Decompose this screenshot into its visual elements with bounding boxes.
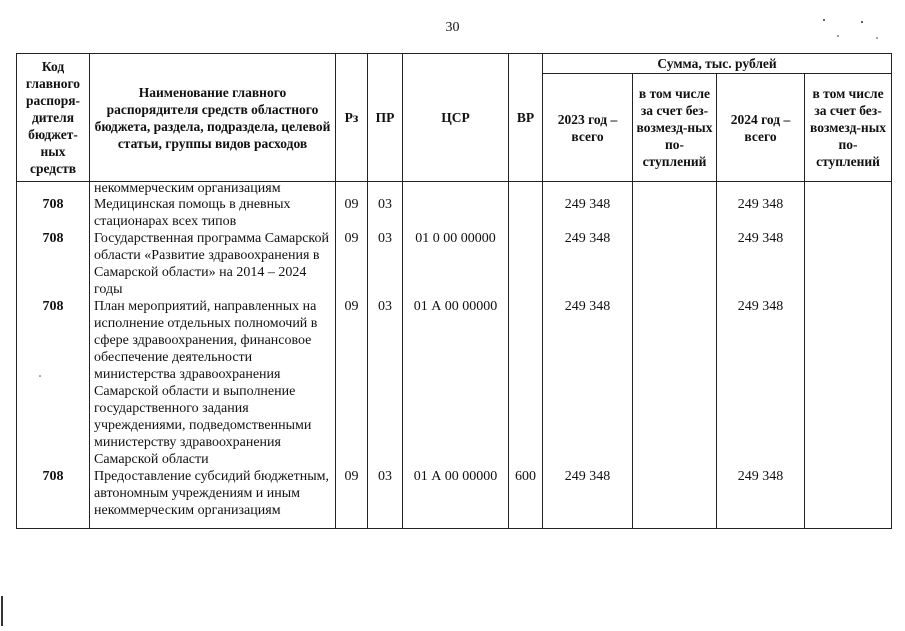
cell-2024-free xyxy=(805,196,892,230)
header-2024-total: 2024 год – всего xyxy=(717,74,805,182)
header-rz: Рз xyxy=(336,54,368,182)
cell-vr xyxy=(509,230,543,298)
cell-2024-free xyxy=(805,230,892,298)
cell-vr xyxy=(509,298,543,468)
cell-vr xyxy=(509,196,543,230)
cell-2024-free xyxy=(805,468,892,529)
cell-code: 708 xyxy=(17,230,90,298)
cell-2023-total: 249 348 xyxy=(543,230,633,298)
cell-csr xyxy=(403,196,509,230)
cell-pr: 03 xyxy=(368,468,403,529)
header-2023-free: в том числе за счет без-возмезд-ных по-ступлений xyxy=(633,74,717,182)
cell-name: Государственная программа Самарской области «Развитие здравоохранения в Самарской области» на 2014 – 2024 годы xyxy=(90,230,336,298)
header-vr: ВР xyxy=(509,54,543,182)
cell-2023-total: 249 348 xyxy=(543,196,633,230)
cell-name: Медицинская помощь в дневных стационарах всех типов xyxy=(90,196,336,230)
cell-2023-free xyxy=(633,230,717,298)
cell-code: 708 xyxy=(17,298,90,468)
cell-2023-free xyxy=(633,196,717,230)
table-row xyxy=(17,196,892,230)
header-name: Наименование главного распорядителя средств областного бюджета, раздела, подраздела, целевой статьи, группы видов расходов xyxy=(90,54,336,182)
header-sum-group: Сумма, тыс. рублей xyxy=(543,54,892,74)
cell-2023-total: 249 348 xyxy=(543,298,633,468)
cell-2024-total: 249 348 xyxy=(717,196,805,230)
budget-table xyxy=(16,53,892,529)
cell-pr: 03 xyxy=(368,298,403,468)
table-row-continuation xyxy=(17,182,892,197)
header-2024-free: в том числе за счет без-возмезд-ных по-ступлений xyxy=(805,74,892,182)
cell-name: План мероприятий, направленных на исполнение отдельных полномочий в сфере здравоохранения, финансовое обеспечение деятельности министерства здравоохранения Самарской области и выполнение государственного задания учреждениями, подведомственными министерству здравоохранения Самарской области xyxy=(90,298,336,468)
cell-code: 708 xyxy=(17,196,90,230)
cell-rz: 09 xyxy=(336,298,368,468)
cell-2023-total: 249 348 xyxy=(543,468,633,529)
table-row xyxy=(17,298,892,468)
cell-csr: 01 0 00 00000 xyxy=(403,230,509,298)
cell-rz: 09 xyxy=(336,230,368,298)
header-csr: ЦСР xyxy=(403,54,509,182)
cell-code: 708 xyxy=(17,468,90,529)
cell-pr: 03 xyxy=(368,230,403,298)
cell-name: Предоставление субсидий бюджетным, автономным учреждениям и иным некоммерческим организациям xyxy=(90,468,336,529)
header-pr: ПР xyxy=(368,54,403,182)
cell-2024-total: 249 348 xyxy=(717,468,805,529)
cell-2023-free xyxy=(633,298,717,468)
page-number: 30 xyxy=(445,20,460,35)
cell-csr: 01 А 00 00000 xyxy=(403,468,509,529)
cell-csr: 01 А 00 00000 xyxy=(403,298,509,468)
cell-rz: 09 xyxy=(336,196,368,230)
cell-rz: 09 xyxy=(336,468,368,529)
table-row xyxy=(17,230,892,298)
table-header xyxy=(17,54,892,182)
cell-2024-total: 249 348 xyxy=(717,298,805,468)
table-row xyxy=(17,468,892,529)
header-code: Код главного распоря-дителя бюджет-ных средств xyxy=(17,54,90,182)
cell-pr: 03 xyxy=(368,196,403,230)
header-2023-total: 2023 год – всего xyxy=(543,74,633,182)
cell-2024-total: 249 348 xyxy=(717,230,805,298)
cell-2024-free xyxy=(805,298,892,468)
continuation-text: некоммерческим организациям xyxy=(90,182,336,197)
cell-vr: 600 xyxy=(509,468,543,529)
cell-2023-free xyxy=(633,468,717,529)
